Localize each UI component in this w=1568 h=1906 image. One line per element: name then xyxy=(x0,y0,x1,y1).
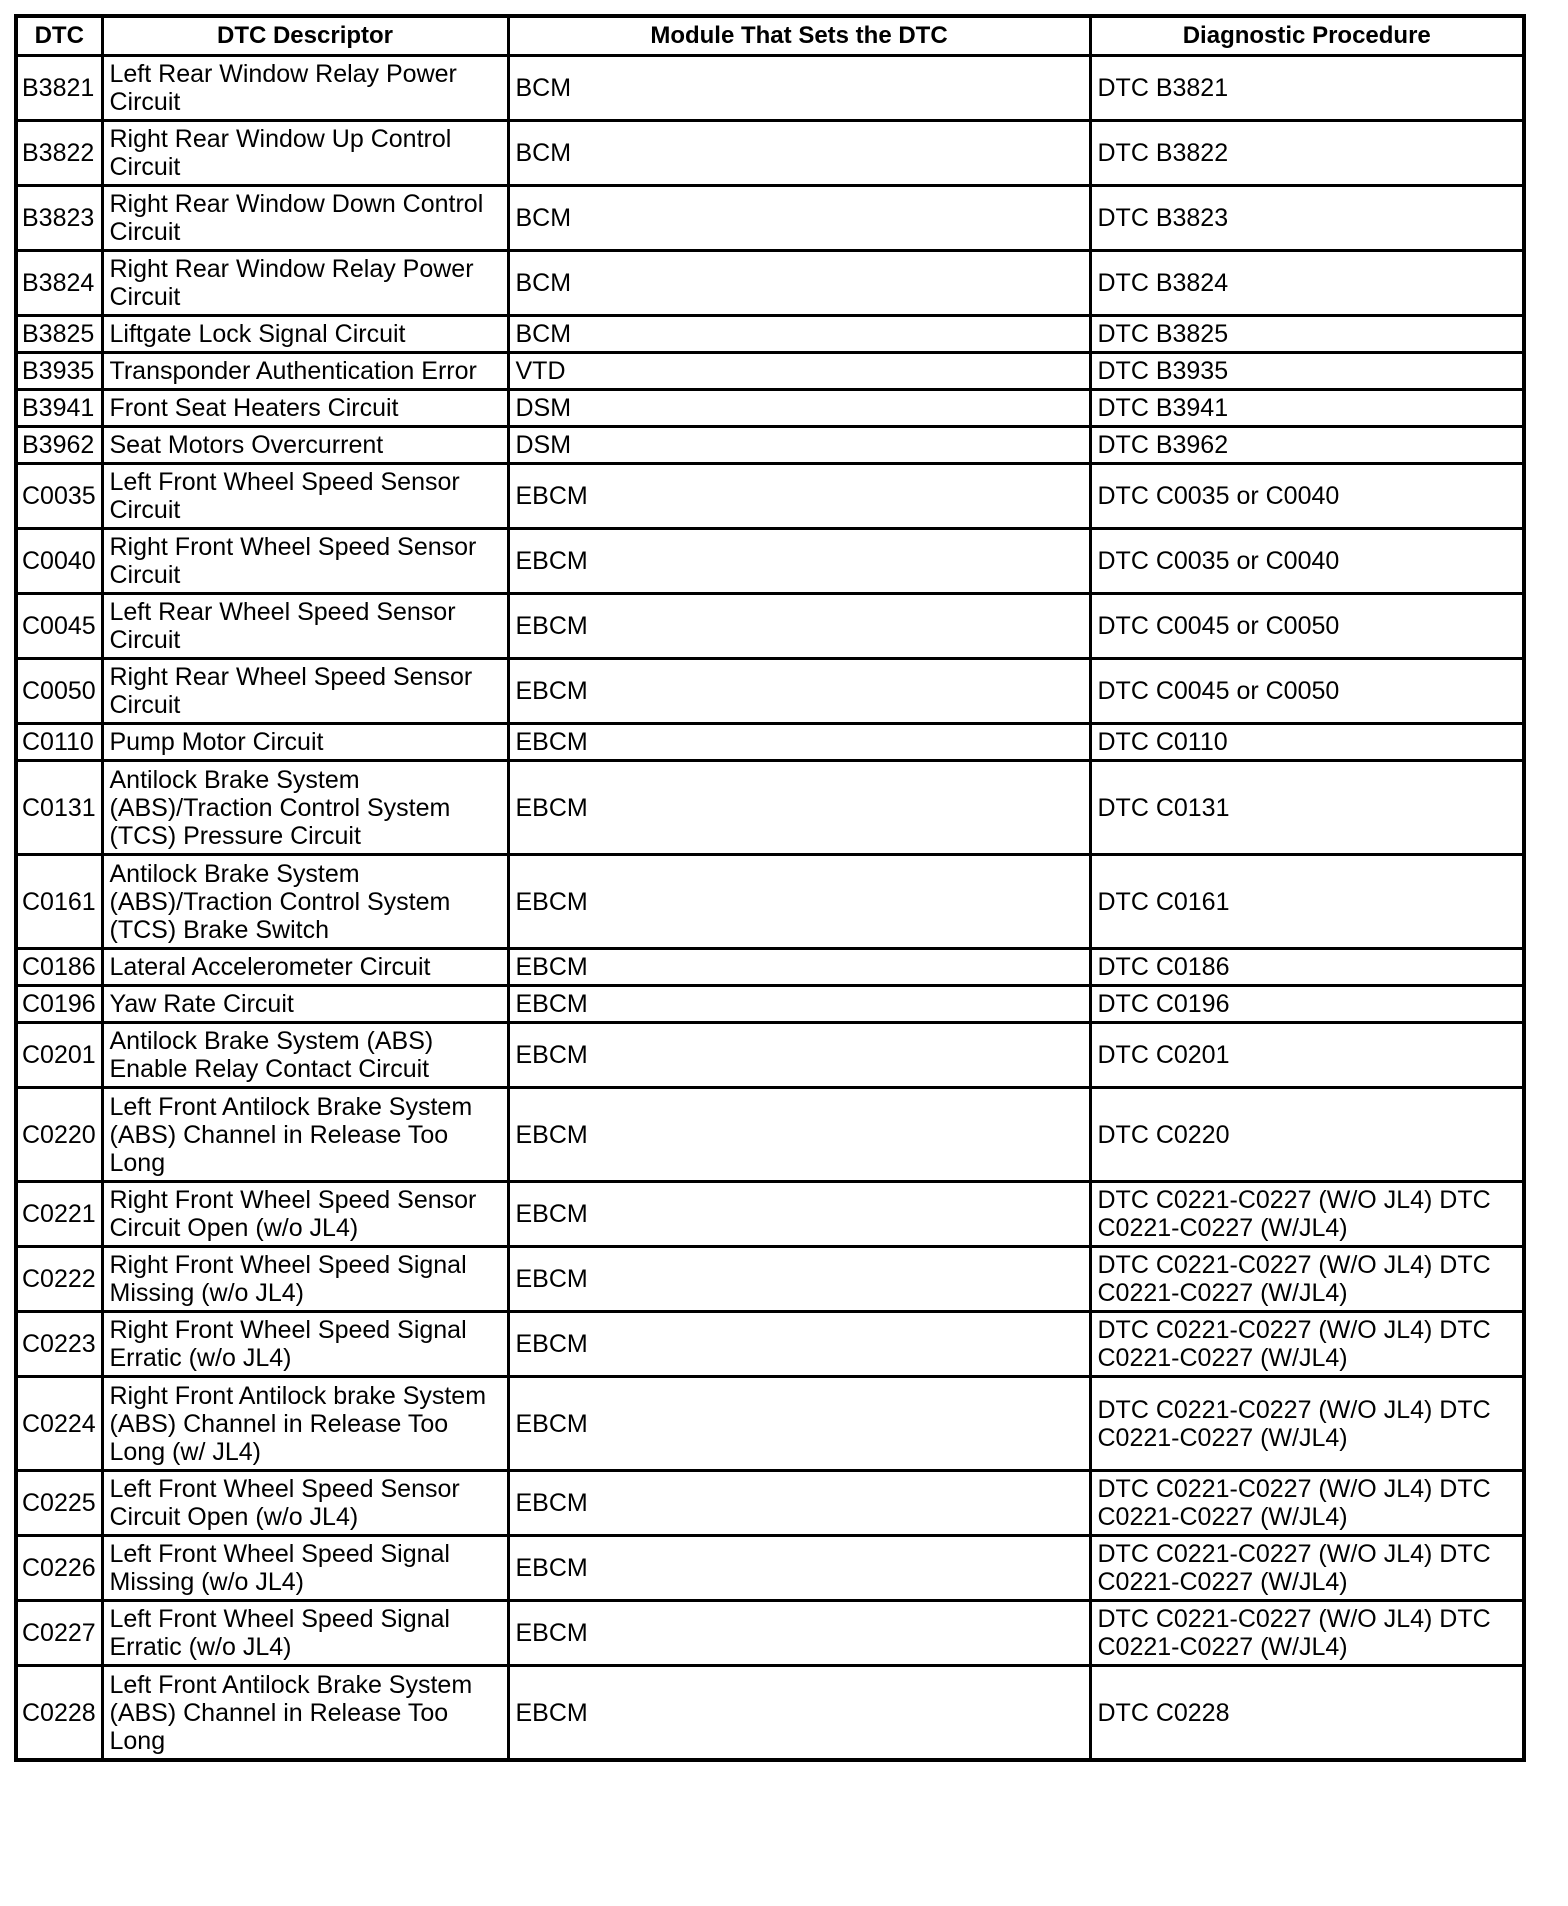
dtc-module: BCM xyxy=(508,121,1090,186)
dtc-code: C0222 xyxy=(16,1247,102,1312)
dtc-module: EBCM xyxy=(508,464,1090,529)
table-row xyxy=(16,529,1524,594)
table-row xyxy=(16,659,1524,724)
table-row xyxy=(16,1182,1524,1247)
dtc-code: B3824 xyxy=(16,251,102,316)
dtc-code: B3823 xyxy=(16,186,102,251)
dtc-procedure: DTC B3825 xyxy=(1090,316,1524,353)
table-row xyxy=(16,56,1524,121)
dtc-descriptor: Yaw Rate Circuit xyxy=(102,986,508,1023)
dtc-module: EBCM xyxy=(508,761,1090,855)
dtc-code: C0223 xyxy=(16,1312,102,1377)
dtc-procedure: DTC B3821 xyxy=(1090,56,1524,121)
dtc-procedure: DTC B3962 xyxy=(1090,427,1524,464)
dtc-module: EBCM xyxy=(508,855,1090,949)
dtc-module: EBCM xyxy=(508,1601,1090,1666)
dtc-code: C0161 xyxy=(16,855,102,949)
dtc-descriptor: Left Front Antilock Brake System (ABS) Channel in Release Too Long xyxy=(102,1088,508,1182)
dtc-procedure: DTC C0221-C0227 (W/O JL4) DTC C0221-C0227 (W/JL4) xyxy=(1090,1182,1524,1247)
dtc-procedure: DTC C0220 xyxy=(1090,1088,1524,1182)
table-row xyxy=(16,390,1524,427)
dtc-code: C0196 xyxy=(16,986,102,1023)
table-row xyxy=(16,761,1524,855)
dtc-procedure: DTC B3941 xyxy=(1090,390,1524,427)
table-row xyxy=(16,186,1524,251)
dtc-descriptor: Right Front Antilock brake System (ABS) Channel in Release Too Long (w/ JL4) xyxy=(102,1377,508,1471)
dtc-procedure: DTC C0045 or C0050 xyxy=(1090,594,1524,659)
dtc-module: EBCM xyxy=(508,1377,1090,1471)
dtc-module: EBCM xyxy=(508,1023,1090,1088)
dtc-module: EBCM xyxy=(508,949,1090,986)
table-row xyxy=(16,1312,1524,1377)
table-row xyxy=(16,427,1524,464)
dtc-code: C0220 xyxy=(16,1088,102,1182)
dtc-module: EBCM xyxy=(508,986,1090,1023)
dtc-module: EBCM xyxy=(508,1666,1090,1761)
table-row xyxy=(16,855,1524,949)
dtc-descriptor: Right Front Wheel Speed Signal Erratic (w/o JL4) xyxy=(102,1312,508,1377)
dtc-descriptor: Antilock Brake System (ABS) Enable Relay Contact Circuit xyxy=(102,1023,508,1088)
dtc-descriptor: Seat Motors Overcurrent xyxy=(102,427,508,464)
dtc-code: C0227 xyxy=(16,1601,102,1666)
dtc-module: EBCM xyxy=(508,1182,1090,1247)
dtc-descriptor: Right Rear Window Relay Power Circuit xyxy=(102,251,508,316)
dtc-procedure: DTC C0221-C0227 (W/O JL4) DTC C0221-C0227 (W/JL4) xyxy=(1090,1536,1524,1601)
dtc-code: C0186 xyxy=(16,949,102,986)
dtc-code: C0201 xyxy=(16,1023,102,1088)
dtc-descriptor: Antilock Brake System (ABS)/Traction Control System (TCS) Brake Switch xyxy=(102,855,508,949)
table-row xyxy=(16,1247,1524,1312)
dtc-module: EBCM xyxy=(508,1312,1090,1377)
dtc-code: B3825 xyxy=(16,316,102,353)
dtc-descriptor: Left Front Wheel Speed Sensor Circuit Open (w/o JL4) xyxy=(102,1471,508,1536)
dtc-code: B3821 xyxy=(16,56,102,121)
dtc-module: EBCM xyxy=(508,1247,1090,1312)
dtc-code: C0224 xyxy=(16,1377,102,1471)
dtc-code: C0040 xyxy=(16,529,102,594)
dtc-descriptor: Right Front Wheel Speed Signal Missing (w/o JL4) xyxy=(102,1247,508,1312)
dtc-procedure: DTC C0131 xyxy=(1090,761,1524,855)
dtc-procedure: DTC B3824 xyxy=(1090,251,1524,316)
dtc-descriptor: Left Front Wheel Speed Signal Missing (w/o JL4) xyxy=(102,1536,508,1601)
dtc-procedure: DTC B3935 xyxy=(1090,353,1524,390)
dtc-procedure: DTC C0201 xyxy=(1090,1023,1524,1088)
dtc-code: C0035 xyxy=(16,464,102,529)
table-row xyxy=(16,724,1524,761)
dtc-descriptor: Right Front Wheel Speed Sensor Circuit xyxy=(102,529,508,594)
dtc-descriptor: Left Rear Wheel Speed Sensor Circuit xyxy=(102,594,508,659)
dtc-procedure: DTC B3823 xyxy=(1090,186,1524,251)
dtc-code: C0225 xyxy=(16,1471,102,1536)
dtc-descriptor: Right Front Wheel Speed Sensor Circuit Open (w/o JL4) xyxy=(102,1182,508,1247)
dtc-module: BCM xyxy=(508,186,1090,251)
dtc-procedure: DTC C0221-C0227 (W/O JL4) DTC C0221-C0227 (W/JL4) xyxy=(1090,1247,1524,1312)
dtc-procedure: DTC C0035 or C0040 xyxy=(1090,464,1524,529)
dtc-module: DSM xyxy=(508,427,1090,464)
header-procedure: Diagnostic Procedure xyxy=(1090,16,1524,56)
dtc-descriptor: Right Rear Window Up Control Circuit xyxy=(102,121,508,186)
table-row xyxy=(16,1023,1524,1088)
dtc-module: EBCM xyxy=(508,724,1090,761)
dtc-module: BCM xyxy=(508,56,1090,121)
dtc-descriptor: Left Front Antilock Brake System (ABS) Channel in Release Too Long xyxy=(102,1666,508,1761)
table-row xyxy=(16,949,1524,986)
dtc-procedure: DTC B3822 xyxy=(1090,121,1524,186)
dtc-module: EBCM xyxy=(508,1536,1090,1601)
dtc-procedure: DTC C0221-C0227 (W/O JL4) DTC C0221-C0227 (W/JL4) xyxy=(1090,1377,1524,1471)
dtc-descriptor: Transponder Authentication Error xyxy=(102,353,508,390)
dtc-procedure: DTC C0045 or C0050 xyxy=(1090,659,1524,724)
dtc-module: EBCM xyxy=(508,659,1090,724)
table-row xyxy=(16,353,1524,390)
dtc-descriptor: Left Rear Window Relay Power Circuit xyxy=(102,56,508,121)
table-row xyxy=(16,1471,1524,1536)
dtc-module: EBCM xyxy=(508,1471,1090,1536)
table-row xyxy=(16,316,1524,353)
dtc-code: C0050 xyxy=(16,659,102,724)
table-row xyxy=(16,1601,1524,1666)
dtc-code: C0221 xyxy=(16,1182,102,1247)
dtc-procedure: DTC C0110 xyxy=(1090,724,1524,761)
table-row xyxy=(16,251,1524,316)
table-header-row xyxy=(16,16,1524,56)
dtc-module: BCM xyxy=(508,251,1090,316)
dtc-procedure: DTC C0161 xyxy=(1090,855,1524,949)
dtc-code: C0110 xyxy=(16,724,102,761)
header-module: Module That Sets the DTC xyxy=(508,16,1090,56)
dtc-procedure: DTC C0186 xyxy=(1090,949,1524,986)
dtc-descriptor: Right Rear Wheel Speed Sensor Circuit xyxy=(102,659,508,724)
dtc-procedure: DTC C0221-C0227 (W/O JL4) DTC C0221-C0227 (W/JL4) xyxy=(1090,1601,1524,1666)
table-row xyxy=(16,1536,1524,1601)
dtc-code: C0045 xyxy=(16,594,102,659)
header-descriptor: DTC Descriptor xyxy=(102,16,508,56)
header-dtc: DTC xyxy=(16,16,102,56)
dtc-code: B3822 xyxy=(16,121,102,186)
dtc-descriptor: Pump Motor Circuit xyxy=(102,724,508,761)
dtc-procedure: DTC C0221-C0227 (W/O JL4) DTC C0221-C0227 (W/JL4) xyxy=(1090,1471,1524,1536)
table-row xyxy=(16,986,1524,1023)
dtc-code: C0228 xyxy=(16,1666,102,1761)
table-row xyxy=(16,1088,1524,1182)
dtc-procedure: DTC C0035 or C0040 xyxy=(1090,529,1524,594)
dtc-procedure: DTC C0196 xyxy=(1090,986,1524,1023)
table-row xyxy=(16,1377,1524,1471)
dtc-code: B3941 xyxy=(16,390,102,427)
dtc-descriptor: Front Seat Heaters Circuit xyxy=(102,390,508,427)
table-row xyxy=(16,464,1524,529)
dtc-descriptor: Right Rear Window Down Control Circuit xyxy=(102,186,508,251)
dtc-descriptor: Liftgate Lock Signal Circuit xyxy=(102,316,508,353)
dtc-procedure: DTC C0228 xyxy=(1090,1666,1524,1761)
dtc-code: B3962 xyxy=(16,427,102,464)
dtc-module: EBCM xyxy=(508,529,1090,594)
dtc-code: C0131 xyxy=(16,761,102,855)
dtc-descriptor: Lateral Accelerometer Circuit xyxy=(102,949,508,986)
table-row xyxy=(16,121,1524,186)
dtc-module: VTD xyxy=(508,353,1090,390)
dtc-table xyxy=(14,14,1526,1762)
dtc-descriptor: Antilock Brake System (ABS)/Traction Control System (TCS) Pressure Circuit xyxy=(102,761,508,855)
dtc-module: EBCM xyxy=(508,594,1090,659)
dtc-descriptor: Left Front Wheel Speed Signal Erratic (w/o JL4) xyxy=(102,1601,508,1666)
table-row xyxy=(16,594,1524,659)
dtc-module: EBCM xyxy=(508,1088,1090,1182)
table-row xyxy=(16,1666,1524,1761)
dtc-code: B3935 xyxy=(16,353,102,390)
dtc-descriptor: Left Front Wheel Speed Sensor Circuit xyxy=(102,464,508,529)
dtc-module: BCM xyxy=(508,316,1090,353)
dtc-module: DSM xyxy=(508,390,1090,427)
dtc-procedure: DTC C0221-C0227 (W/O JL4) DTC C0221-C0227 (W/JL4) xyxy=(1090,1312,1524,1377)
dtc-code: C0226 xyxy=(16,1536,102,1601)
